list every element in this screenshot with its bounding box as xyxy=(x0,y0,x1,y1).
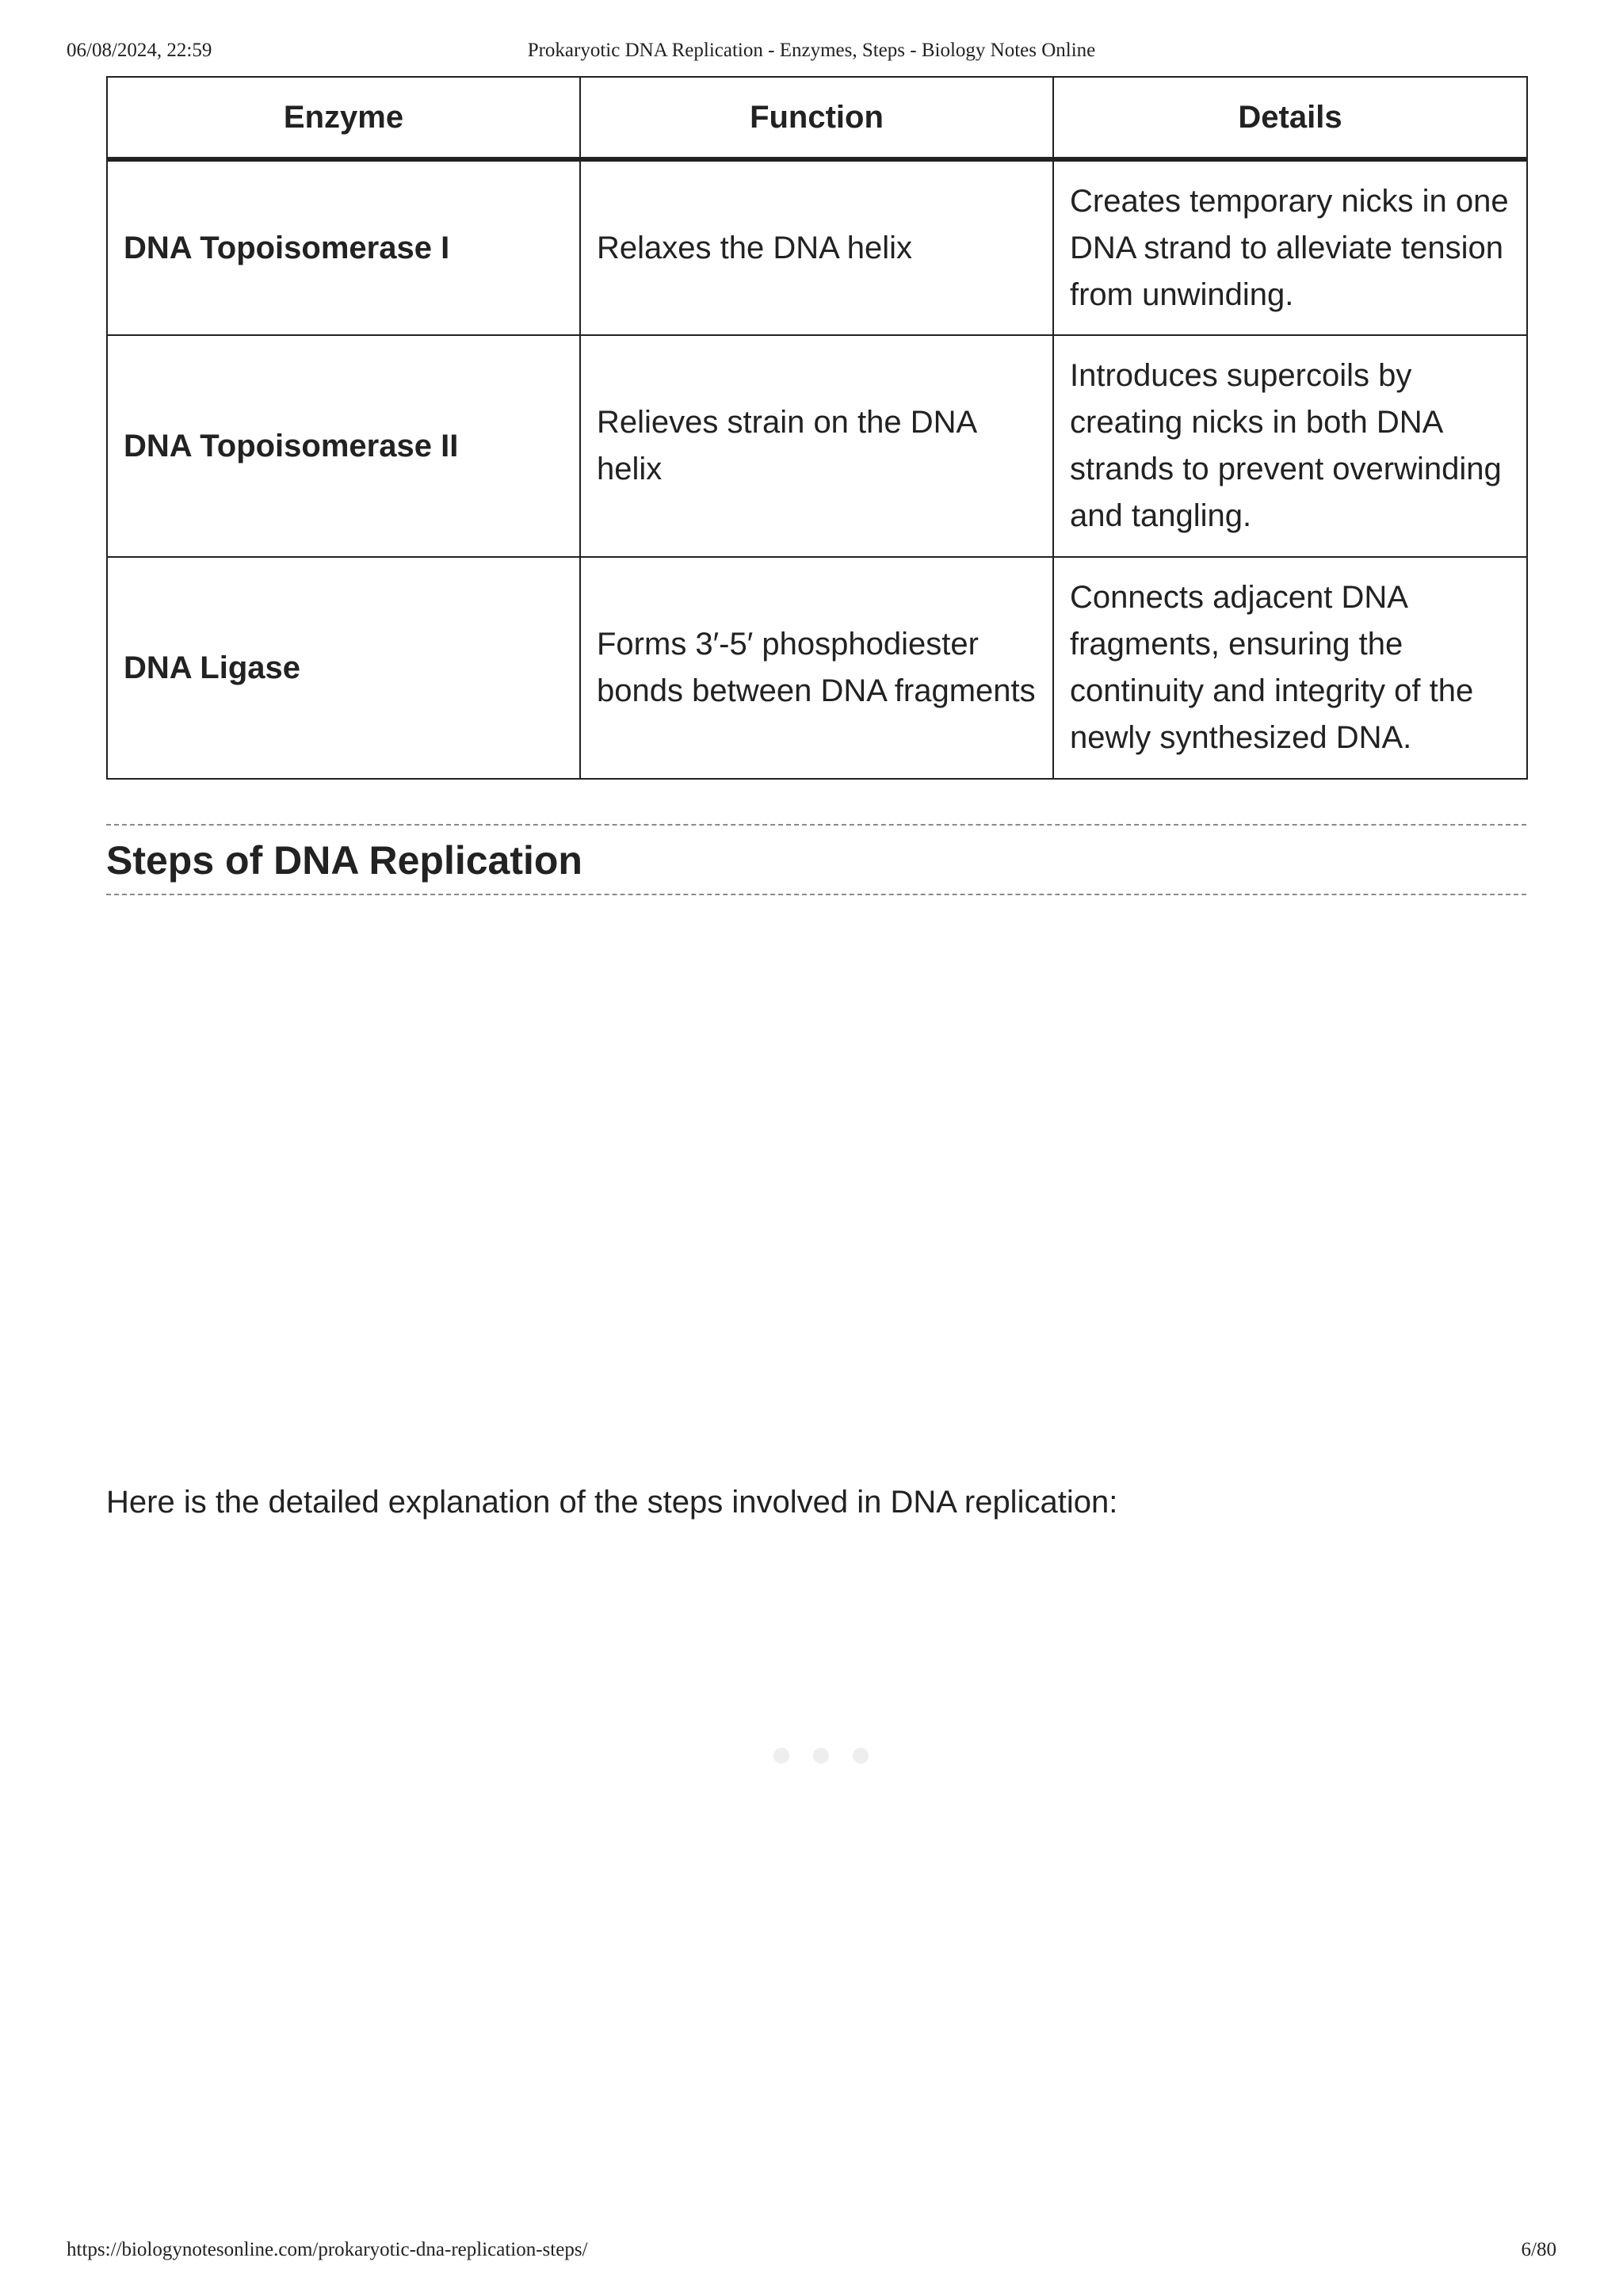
details-cell: Connects adjacent DNA fragments, ensuring the continuity and integrity of the newly synthesized DNA. xyxy=(1053,557,1527,779)
print-url: https://biologynotesonline.com/prokaryotic-dna-replication-steps/ xyxy=(67,2239,588,2260)
details-cell: Creates temporary nicks in one DNA strand to alleviate tension from unwinding. xyxy=(1053,159,1527,335)
table-row xyxy=(107,557,1527,779)
function-cell: Relieves strain on the DNA helix xyxy=(580,335,1053,557)
details-cell: Introduces supercoils by creating nicks in both DNA strands to prevent overwinding and tangling. xyxy=(1053,335,1527,557)
column-header-details: Details xyxy=(1053,77,1527,159)
function-cell: Relaxes the DNA helix xyxy=(580,159,1053,335)
table-header-row xyxy=(107,77,1527,159)
print-datetime: 06/08/2024, 22:59 xyxy=(67,40,212,61)
column-header-function: Function xyxy=(580,77,1053,159)
loading-dot-icon xyxy=(773,1748,789,1764)
loading-dot-icon xyxy=(853,1748,869,1764)
print-page-title: Prokaryotic DNA Replication - Enzymes, Steps - Biology Notes Online xyxy=(527,40,1096,61)
section-heading-block xyxy=(106,824,1526,895)
enzyme-name-cell: DNA Topoisomerase I xyxy=(107,159,580,335)
table-row xyxy=(107,159,1527,335)
page-number: 6/80 xyxy=(1521,2239,1556,2260)
loading-dots xyxy=(773,1748,869,1767)
intro-paragraph: Here is the detailed explanation of the steps involved in DNA replication: xyxy=(106,1485,1118,1520)
column-header-enzyme: Enzyme xyxy=(107,77,580,159)
enzyme-table xyxy=(106,76,1528,780)
section-heading: Steps of DNA Replication xyxy=(106,838,582,883)
print-header xyxy=(67,40,1556,71)
enzyme-name-cell: DNA Topoisomerase II xyxy=(107,335,580,557)
loading-dot-icon xyxy=(813,1748,829,1764)
function-cell: Forms 3′-5′ phosphodiester bonds between DNA fragments xyxy=(580,557,1053,779)
table-row xyxy=(107,335,1527,557)
enzyme-name-cell: DNA Ligase xyxy=(107,557,580,779)
print-footer xyxy=(67,2239,1556,2271)
